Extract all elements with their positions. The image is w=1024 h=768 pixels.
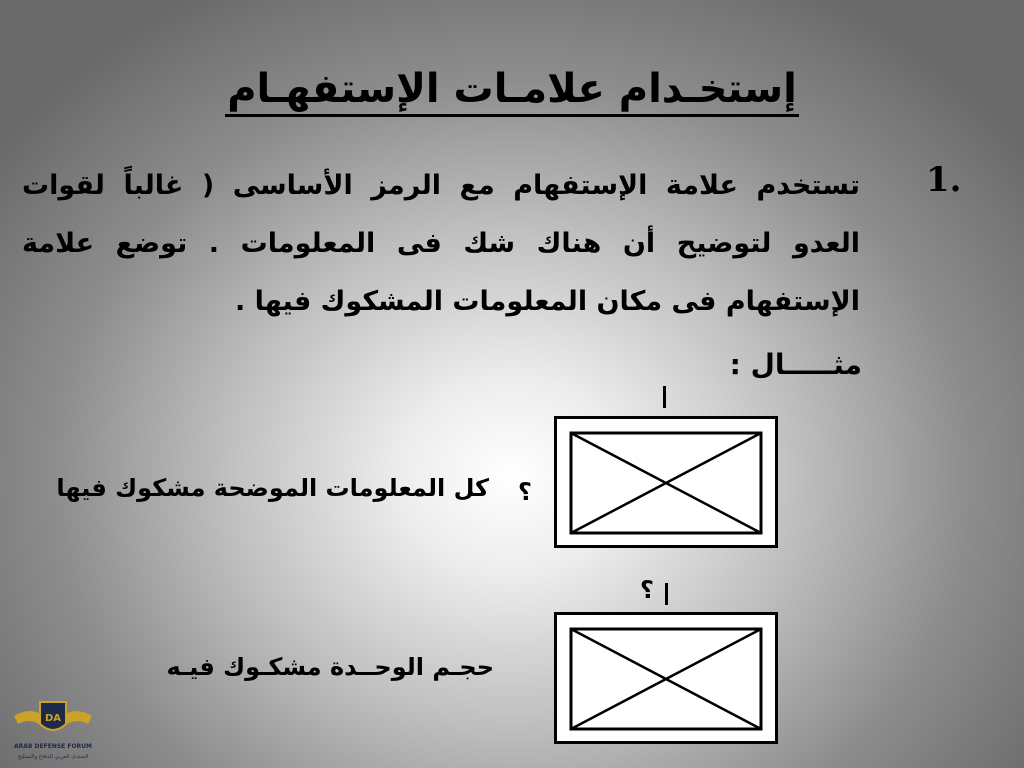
svg-text:ARAB DEFENSE FORUM: ARAB DEFENSE FORUM <box>13 743 93 750</box>
example-1-question-mark: ؟ <box>518 478 532 506</box>
list-item-text: تستخدم علامة الإستفهام مع الرمز الأساسى ( غالباً لقوات العدو لتوضيح أن هناك شك فى المعلومات . توضع علامة الإستفهام فى مكان المعلومات المشكوك فيها . <box>22 170 860 317</box>
example-1-unit-symbol <box>554 416 778 548</box>
example-1-description: كل المعلومات الموضحة مشكوك فيها <box>56 474 489 502</box>
list-item-number: 1. <box>926 160 962 200</box>
example-2-description: حجـم الوحــدة مشكـوك فيـه <box>166 653 494 681</box>
example-label: مثـــــال : <box>729 348 862 381</box>
example-2-question-mark: ؟ <box>640 576 654 604</box>
example-1-size-tick <box>663 386 666 408</box>
example-2-size-tick <box>665 583 668 605</box>
example-2-unit-symbol <box>554 612 778 744</box>
arab-defense-forum-logo <box>6 694 100 764</box>
svg-text:DA: DA <box>44 713 62 724</box>
slide-title: إستخـدام علامـات الإستفهـام <box>0 66 1024 112</box>
svg-text:المنتدى العربي للدفاع والتسليح: المنتدى العربي للدفاع والتسليح <box>17 754 89 760</box>
